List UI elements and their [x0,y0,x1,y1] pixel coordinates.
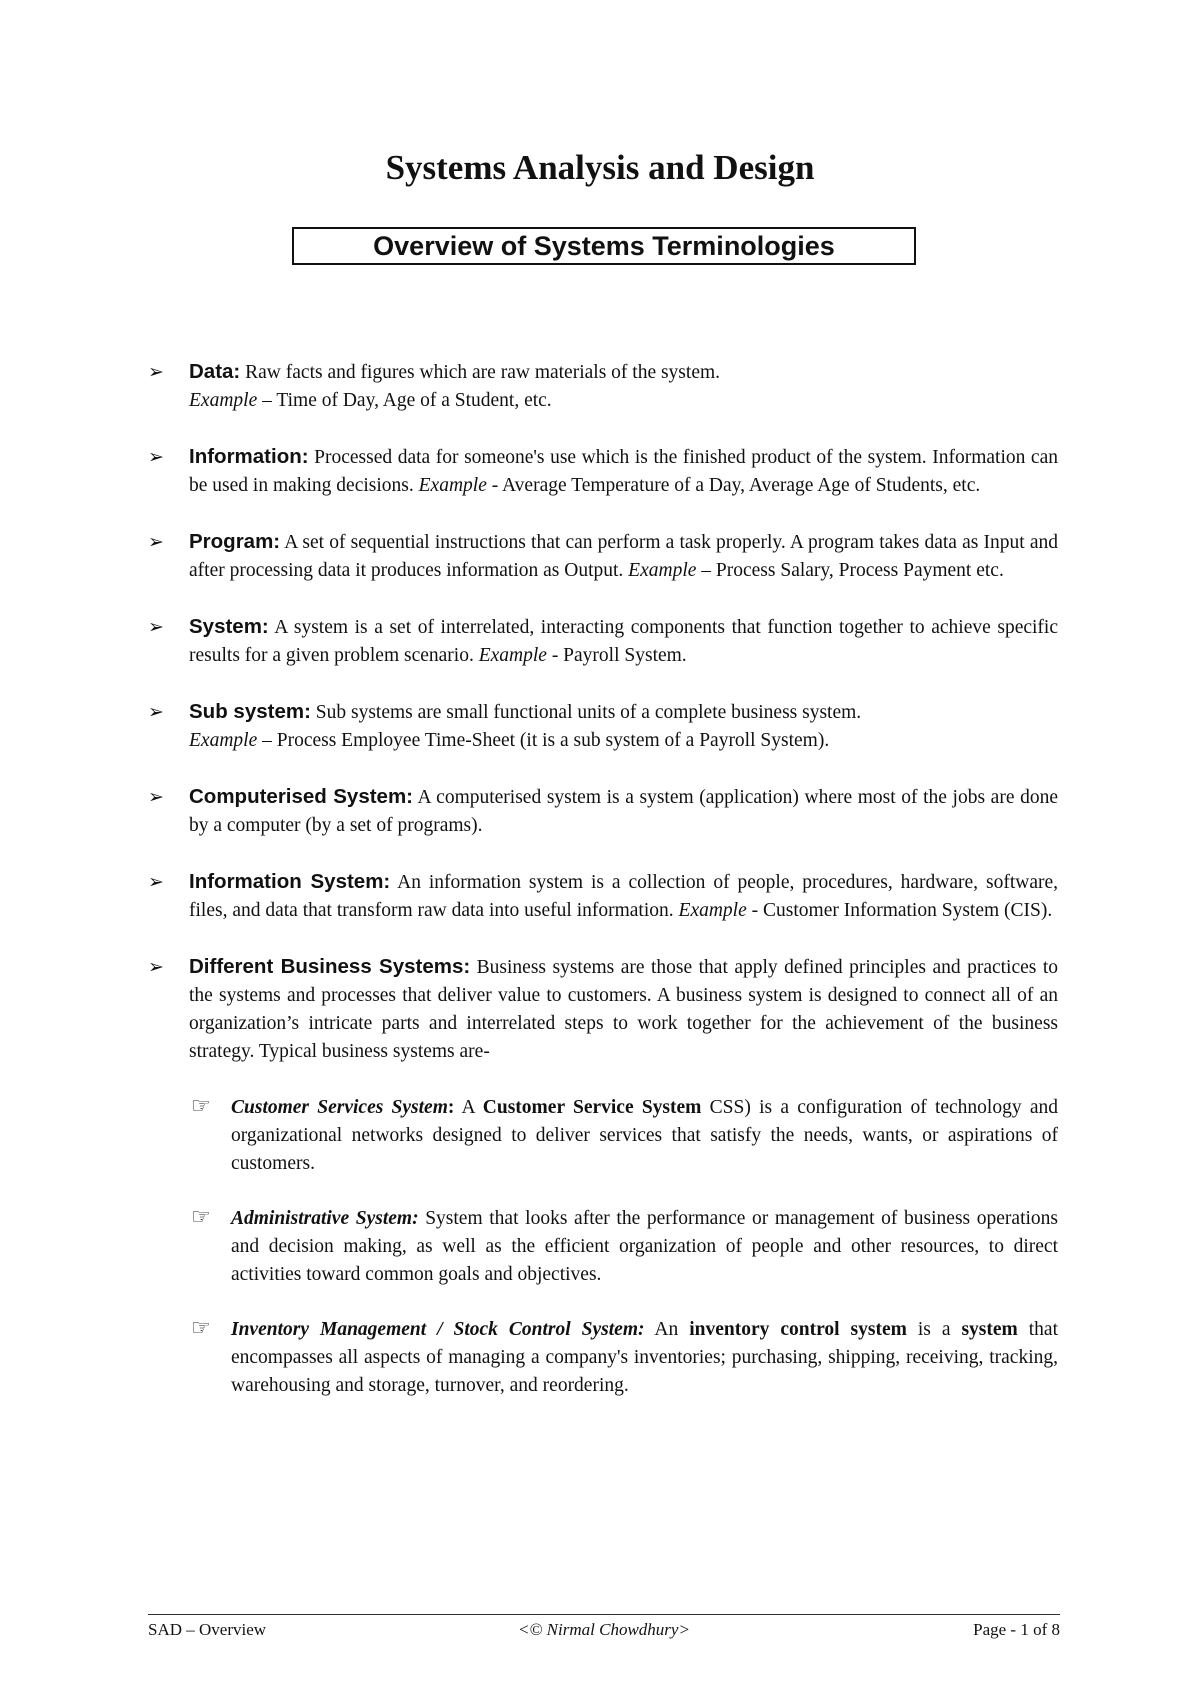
term-definition: Sub systems are small functional units of a complete business system. [310,702,862,723]
term-label: Computerised System: [189,785,414,808]
term-label: Information System: [189,870,391,893]
example-label: Example [628,560,697,581]
business-systems-list [189,1094,1058,1400]
business-system-administrative [148,1205,1058,1289]
term-item-system [148,613,1058,670]
subterm-bold-text: Customer Service System [482,1097,702,1118]
arrowhead-bullet-icon: ➢ [148,531,164,553]
subterm-label: Customer Services System [231,1097,448,1118]
subterm-bold-text: system [961,1319,1018,1340]
arrowhead-bullet-icon: ➢ [148,701,164,723]
footer-copyright: <© Nirmal Chowdhury> [518,1620,690,1639]
term-label: System: [189,615,269,638]
term-label: Program: [189,530,281,553]
term-item-information [148,443,1058,500]
term-definition: Processed data for someone's use which is the finished product of the system. Information can be used in making decisions. [189,447,1058,496]
arrowhead-bullet-icon: ➢ [148,446,164,468]
arrowhead-bullet-icon: ➢ [148,616,164,638]
example-label: Example [418,475,487,496]
example-label: Example [189,390,258,411]
subterm-colon: : [447,1097,455,1118]
term-label: Different Business Systems: [189,955,471,978]
subterm-text: An [644,1319,690,1340]
example-text: – Time of Day, Age of a Student, etc. [257,390,552,411]
example-label: Example [189,730,258,751]
subterm-bold-text: inventory control system [689,1319,907,1340]
subterm-label: Inventory Management / Stock Control System: [231,1319,645,1340]
subterm-text: that encompasses all aspects of managing a company's inventories; purchasing, shipping, receiving, tracking, warehousing and storage, turnover, and reordering. [231,1319,1058,1396]
term-definition: A system is a set of interrelated, interacting components that function together to achieve specific results for a given problem scenario. [189,617,1058,666]
subterm-text: A [454,1097,483,1118]
term-item-business-systems [148,953,1058,1400]
section-heading-box [292,227,916,265]
term-definition: A set of sequential instructions that can perform a task properly. A program takes data as Input and after processing data it produces information as Output. [189,532,1058,581]
subterm-text: System that looks after the performance or management of business operations and decision making, as well as the efficient organization of people and other resources, to direct activities toward common goals and objectives. [231,1208,1058,1285]
page-footer [148,1620,1060,1644]
section-heading: Overview of Systems Terminologies [373,230,835,261]
term-item-program [148,528,1058,585]
terminology-list [148,358,1058,1428]
term-definition: Business systems are those that apply defined principles and practices to the systems and processes that deliver value to customers. A business system is designed to connect all of an organization’s intricate parts and interrelated steps to work together for the achievement of the business strategy. Typical business systems are- [189,957,1059,1062]
term-definition: Raw facts and figures which are raw materials of the system. [240,362,721,383]
page-title: Systems Analysis and Design [385,148,815,187]
pointing-hand-icon: ☞ [191,1316,211,1341]
example-label: Example [678,900,747,921]
business-system-inventory [148,1316,1058,1400]
pointing-hand-icon: ☞ [191,1094,211,1119]
subterm-label: Administrative System: [231,1208,419,1229]
term-item-data [148,358,1058,415]
footer-divider [148,1614,1060,1615]
footer-left: SAD – Overview [148,1620,267,1639]
term-label: Data: [189,360,241,383]
arrowhead-bullet-icon: ➢ [148,871,164,893]
subterm-text: CSS) is a configuration of technology and organizational networks designed to deliver services that satisfy the needs, wants, or aspirations of customers. [231,1097,1058,1174]
term-item-computerised-system [148,783,1058,840]
example-text: - Average Temperature of a Day, Average Age of Students, etc. [486,475,981,496]
subterm-text: is a [906,1319,962,1340]
term-label: Information: [189,445,309,468]
term-item-sub-system [148,698,1058,755]
business-system-customer-services [148,1094,1058,1178]
example-text: – Process Salary, Process Payment etc. [696,560,1004,581]
term-label: Sub system: [189,700,311,723]
arrowhead-bullet-icon: ➢ [148,361,164,383]
page-number: Page - 1 of 8 [973,1620,1060,1639]
example-label: Example [478,645,547,666]
arrowhead-bullet-icon: ➢ [148,956,164,978]
arrowhead-bullet-icon: ➢ [148,786,164,808]
term-item-information-system [148,868,1058,925]
example-text: - Payroll System. [546,645,687,666]
pointing-hand-icon: ☞ [191,1205,211,1230]
term-definition: A computerised system is a system (application) where most of the jobs are done by a computer (by a set of programs). [189,787,1058,836]
example-text: - Customer Information System (CIS). [746,900,1053,921]
term-definition: An information system is a collection of people, procedures, hardware, software, files, and data that transform raw data into useful information. [189,872,1059,921]
example-text: – Process Employee Time-Sheet (it is a sub system of a Payroll System). [257,730,830,751]
